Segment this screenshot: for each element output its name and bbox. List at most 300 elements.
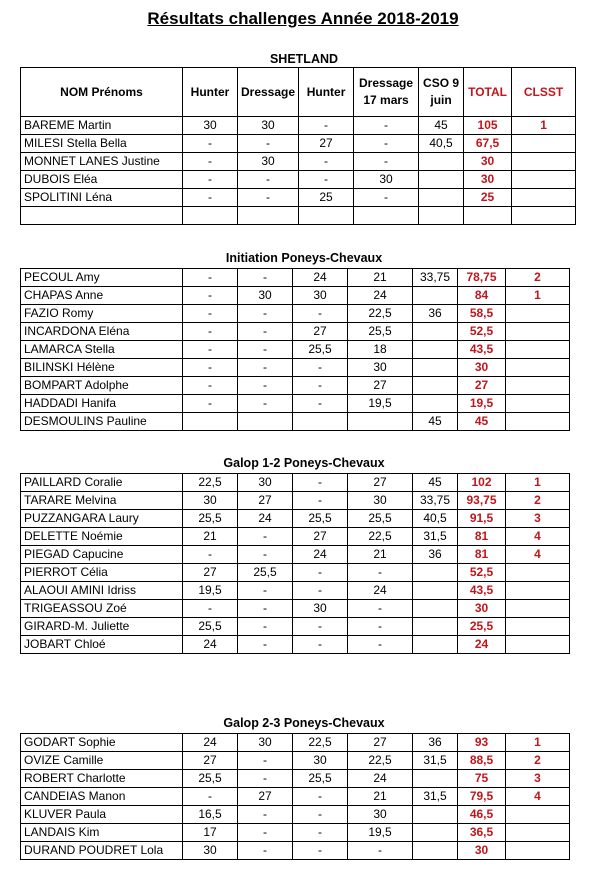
total-cell xyxy=(464,207,512,225)
total-cell: 30 xyxy=(464,153,512,171)
hunter-cell: - xyxy=(183,153,238,171)
dressage-cell: - xyxy=(238,359,293,377)
hunter-cell: 16,5 xyxy=(183,806,238,824)
dressage17-cell: 19,5 xyxy=(348,824,413,842)
total-cell: 79,5 xyxy=(458,788,506,806)
hunter2-cell: - xyxy=(293,824,348,842)
table-row xyxy=(21,117,576,135)
table-row xyxy=(21,734,570,752)
cso-cell: 36 xyxy=(413,305,458,323)
dressage17-cell: 27 xyxy=(348,474,413,492)
table-row xyxy=(21,323,570,341)
hunter2-cell: - xyxy=(293,474,348,492)
cso-cell xyxy=(413,287,458,305)
dressage-cell: 24 xyxy=(238,510,293,528)
table-row xyxy=(21,269,570,287)
name-cell: DURAND POUDRET Lola xyxy=(21,842,183,860)
hunter2-cell: 25 xyxy=(299,189,354,207)
hunter-cell: - xyxy=(183,395,238,413)
dressage17-cell: 24 xyxy=(348,582,413,600)
cso-cell: 31,5 xyxy=(413,528,458,546)
section-title: Galop 1-2 Poneys-Chevaux xyxy=(223,456,385,470)
hunter-cell: - xyxy=(183,189,238,207)
header-total: TOTAL xyxy=(464,68,512,117)
cso-cell xyxy=(419,207,464,225)
hunter-cell: 17 xyxy=(183,824,238,842)
clsst-cell: 1 xyxy=(512,117,576,135)
cso-cell xyxy=(413,323,458,341)
hunter2-cell: - xyxy=(293,564,348,582)
table-row xyxy=(21,788,570,806)
results-table-initiation xyxy=(20,268,570,431)
dressage17-cell: - xyxy=(354,135,419,153)
clsst-cell: 4 xyxy=(506,788,570,806)
clsst-cell xyxy=(506,341,570,359)
name-cell: OVIZE Camille xyxy=(21,752,183,770)
hunter-cell: - xyxy=(183,305,238,323)
dressage17-cell: - xyxy=(348,842,413,860)
name-cell: TRIGEASSOU Zoé xyxy=(21,600,183,618)
name-cell: CANDEIAS Manon xyxy=(21,788,183,806)
cso-cell: 31,5 xyxy=(413,788,458,806)
total-cell: 102 xyxy=(458,474,506,492)
total-cell: 67,5 xyxy=(464,135,512,153)
header-hunter: Hunter xyxy=(183,68,238,117)
hunter2-cell: 30 xyxy=(293,600,348,618)
name-cell: DELETTE Noémie xyxy=(21,528,183,546)
clsst-cell xyxy=(512,153,576,171)
hunter2-cell: 27 xyxy=(293,528,348,546)
total-cell: 91,5 xyxy=(458,510,506,528)
clsst-cell xyxy=(506,377,570,395)
clsst-cell: 3 xyxy=(506,770,570,788)
hunter2-cell: - xyxy=(293,359,348,377)
hunter-cell: - xyxy=(183,341,238,359)
hunter-cell: - xyxy=(183,269,238,287)
cso-cell: 33,75 xyxy=(413,269,458,287)
dressage17-cell: 22,5 xyxy=(348,305,413,323)
total-cell: 30 xyxy=(458,600,506,618)
hunter2-cell: - xyxy=(293,377,348,395)
dressage17-cell: - xyxy=(354,153,419,171)
total-cell: 93,75 xyxy=(458,492,506,510)
table-row xyxy=(21,510,570,528)
hunter2-cell: 25,5 xyxy=(293,510,348,528)
hunter-cell: 24 xyxy=(183,636,238,654)
table-row xyxy=(21,474,570,492)
table-row xyxy=(21,171,576,189)
hunter-cell: 30 xyxy=(183,492,238,510)
cso-cell xyxy=(413,824,458,842)
hunter-cell: 22,5 xyxy=(183,474,238,492)
dressage-cell: 30 xyxy=(238,287,293,305)
dressage17-cell: - xyxy=(348,564,413,582)
name-cell: GODART Sophie xyxy=(21,734,183,752)
dressage-cell: - xyxy=(238,618,293,636)
dressage17-cell: 30 xyxy=(348,806,413,824)
table-row xyxy=(21,528,570,546)
dressage-cell: - xyxy=(238,323,293,341)
header-hunter2: Hunter xyxy=(299,68,354,117)
hunter2-cell: 27 xyxy=(299,135,354,153)
name-cell: LANDAIS Kim xyxy=(21,824,183,842)
total-cell: 52,5 xyxy=(458,323,506,341)
dressage-cell: - xyxy=(238,395,293,413)
dressage-cell: - xyxy=(238,752,293,770)
clsst-cell xyxy=(506,582,570,600)
hunter2-cell: - xyxy=(293,842,348,860)
dressage17-cell xyxy=(348,413,413,431)
total-cell: 46,5 xyxy=(458,806,506,824)
cso-cell xyxy=(413,618,458,636)
dressage17-cell: 30 xyxy=(348,492,413,510)
total-cell: 84 xyxy=(458,287,506,305)
header-clsst: CLSST xyxy=(512,68,576,117)
total-cell: 25 xyxy=(464,189,512,207)
hunter2-cell xyxy=(299,207,354,225)
total-cell: 88,5 xyxy=(458,752,506,770)
table-row xyxy=(21,287,570,305)
clsst-cell xyxy=(506,842,570,860)
dressage-cell: - xyxy=(238,377,293,395)
name-cell: HADDADI Hanifa xyxy=(21,395,183,413)
name-cell: PUZZANGARA Laury xyxy=(21,510,183,528)
clsst-cell xyxy=(512,189,576,207)
cso-cell xyxy=(413,770,458,788)
name-cell: BILINSKI Hélène xyxy=(21,359,183,377)
table-row xyxy=(21,189,576,207)
dressage17-cell: 24 xyxy=(348,770,413,788)
clsst-cell xyxy=(506,323,570,341)
total-cell: 81 xyxy=(458,546,506,564)
total-cell: 30 xyxy=(458,842,506,860)
name-cell: GIRARD-M. Juliette xyxy=(21,618,183,636)
table-row xyxy=(21,600,570,618)
hunter2-cell: 25,5 xyxy=(293,770,348,788)
hunter-cell xyxy=(183,207,238,225)
hunter-cell: 25,5 xyxy=(183,618,238,636)
name-cell: DUBOIS Eléa xyxy=(21,171,183,189)
table-row xyxy=(21,207,576,225)
table-row xyxy=(21,413,570,431)
cso-cell: 36 xyxy=(413,734,458,752)
dressage17-cell: 27 xyxy=(348,734,413,752)
total-cell: 105 xyxy=(464,117,512,135)
cso-cell xyxy=(413,359,458,377)
hunter2-cell: - xyxy=(293,582,348,600)
hunter2-cell: - xyxy=(293,618,348,636)
clsst-cell: 2 xyxy=(506,752,570,770)
dressage17-cell: 25,5 xyxy=(348,510,413,528)
clsst-cell: 3 xyxy=(506,510,570,528)
clsst-cell xyxy=(506,618,570,636)
table-row xyxy=(21,564,570,582)
clsst-cell xyxy=(506,600,570,618)
clsst-cell: 2 xyxy=(506,269,570,287)
name-cell: ROBERT Charlotte xyxy=(21,770,183,788)
dressage17-cell: 30 xyxy=(348,359,413,377)
dressage-cell: - xyxy=(238,269,293,287)
cso-cell: 33,75 xyxy=(413,492,458,510)
table-header-row xyxy=(21,68,576,117)
name-cell: DESMOULINS Pauline xyxy=(21,413,183,431)
hunter2-cell: - xyxy=(299,117,354,135)
clsst-cell xyxy=(506,305,570,323)
name-cell: PIERROT Célia xyxy=(21,564,183,582)
total-cell: 58,5 xyxy=(458,305,506,323)
table-row xyxy=(21,341,570,359)
table-row xyxy=(21,546,570,564)
header-cso: CSO 9 juin xyxy=(419,68,464,117)
name-cell: SPOLITINI Léna xyxy=(21,189,183,207)
dressage-cell: - xyxy=(238,582,293,600)
name-cell: PAILLARD Coralie xyxy=(21,474,183,492)
hunter-cell xyxy=(183,413,238,431)
cso-cell xyxy=(413,564,458,582)
table-row xyxy=(21,305,570,323)
hunter2-cell: - xyxy=(299,171,354,189)
table-row xyxy=(21,770,570,788)
dressage17-cell: 18 xyxy=(348,341,413,359)
name-cell: FAZIO Romy xyxy=(21,305,183,323)
cso-cell xyxy=(413,600,458,618)
dressage-cell: 27 xyxy=(238,492,293,510)
name-cell xyxy=(21,207,183,225)
hunter-cell: - xyxy=(183,171,238,189)
table-row xyxy=(21,377,570,395)
dressage-cell: - xyxy=(238,600,293,618)
dressage-cell: - xyxy=(238,824,293,842)
dressage-cell: - xyxy=(238,189,299,207)
dressage17-cell: 22,5 xyxy=(348,528,413,546)
table-row xyxy=(21,582,570,600)
name-cell: INCARDONA Eléna xyxy=(21,323,183,341)
hunter2-cell: - xyxy=(293,806,348,824)
name-cell: ALAOUI AMINI Idriss xyxy=(21,582,183,600)
dressage-cell: - xyxy=(238,171,299,189)
dressage-cell: 30 xyxy=(238,153,299,171)
clsst-cell xyxy=(512,135,576,153)
total-cell: 52,5 xyxy=(458,564,506,582)
dressage-cell xyxy=(238,413,293,431)
header-dressage17: Dressage 17 mars xyxy=(354,68,419,117)
cso-cell: 45 xyxy=(413,474,458,492)
name-cell: BOMPART Adolphe xyxy=(21,377,183,395)
hunter-cell: 25,5 xyxy=(183,510,238,528)
dressage17-cell: 25,5 xyxy=(348,323,413,341)
header-dressage: Dressage xyxy=(238,68,299,117)
hunter2-cell: 22,5 xyxy=(293,734,348,752)
total-cell: 43,5 xyxy=(458,582,506,600)
hunter-cell: - xyxy=(183,323,238,341)
hunter2-cell: 27 xyxy=(293,323,348,341)
clsst-cell xyxy=(506,824,570,842)
name-cell: PIEGAD Capucine xyxy=(21,546,183,564)
table-row xyxy=(21,752,570,770)
total-cell: 45 xyxy=(458,413,506,431)
dressage17-cell: 21 xyxy=(348,788,413,806)
name-cell: PECOUL Amy xyxy=(21,269,183,287)
clsst-cell: 2 xyxy=(506,492,570,510)
hunter-cell: - xyxy=(183,287,238,305)
dressage17-cell: 30 xyxy=(354,171,419,189)
dressage-cell: 30 xyxy=(238,474,293,492)
table-row xyxy=(21,492,570,510)
total-cell: 19,5 xyxy=(458,395,506,413)
hunter-cell: - xyxy=(183,135,238,153)
hunter-cell: 27 xyxy=(183,752,238,770)
hunter-cell: 25,5 xyxy=(183,770,238,788)
hunter2-cell xyxy=(293,413,348,431)
total-cell: 30 xyxy=(464,171,512,189)
cso-cell: 36 xyxy=(413,546,458,564)
dressage-cell: - xyxy=(238,806,293,824)
table-row xyxy=(21,636,570,654)
dressage17-cell: - xyxy=(348,618,413,636)
dressage-cell: 25,5 xyxy=(238,564,293,582)
dressage17-cell: 27 xyxy=(348,377,413,395)
hunter-cell: 27 xyxy=(183,564,238,582)
name-cell: JOBART Chloé xyxy=(21,636,183,654)
hunter2-cell: - xyxy=(293,788,348,806)
total-cell: 78,75 xyxy=(458,269,506,287)
name-cell: MONNET LANES Justine xyxy=(21,153,183,171)
table-row xyxy=(21,618,570,636)
dressage-cell xyxy=(238,207,299,225)
cso-cell xyxy=(413,582,458,600)
name-cell: KLUVER Paula xyxy=(21,806,183,824)
dressage-cell: 30 xyxy=(238,734,293,752)
hunter-cell: 19,5 xyxy=(183,582,238,600)
clsst-cell xyxy=(506,564,570,582)
hunter-cell: 30 xyxy=(183,842,238,860)
total-cell: 43,5 xyxy=(458,341,506,359)
cso-cell xyxy=(419,171,464,189)
cso-cell xyxy=(413,377,458,395)
results-table-galop-2-3 xyxy=(20,733,570,860)
cso-cell: 31,5 xyxy=(413,752,458,770)
clsst-cell xyxy=(506,413,570,431)
hunter-cell: 30 xyxy=(183,117,238,135)
table-row xyxy=(21,842,570,860)
hunter2-cell: 30 xyxy=(293,287,348,305)
clsst-cell xyxy=(506,395,570,413)
cso-cell xyxy=(413,842,458,860)
dressage-cell: - xyxy=(238,135,299,153)
dressage17-cell: 19,5 xyxy=(348,395,413,413)
clsst-cell: 1 xyxy=(506,287,570,305)
dressage17-cell: 21 xyxy=(348,546,413,564)
dressage17-cell: - xyxy=(354,189,419,207)
clsst-cell xyxy=(506,806,570,824)
section-title: SHETLAND xyxy=(269,52,339,66)
hunter2-cell: 24 xyxy=(293,546,348,564)
dressage-cell: - xyxy=(238,842,293,860)
name-cell: MILESI Stella Bella xyxy=(21,135,183,153)
hunter-cell: - xyxy=(183,359,238,377)
total-cell: 81 xyxy=(458,528,506,546)
total-cell: 24 xyxy=(458,636,506,654)
cso-cell: 45 xyxy=(413,413,458,431)
clsst-cell xyxy=(506,636,570,654)
clsst-cell: 4 xyxy=(506,546,570,564)
cso-cell xyxy=(413,395,458,413)
table-row xyxy=(21,153,576,171)
name-cell: BAREME Martin xyxy=(21,117,183,135)
clsst-cell xyxy=(506,359,570,377)
dressage17-cell: 21 xyxy=(348,269,413,287)
dressage-cell: - xyxy=(238,546,293,564)
clsst-cell xyxy=(512,207,576,225)
header-name: NOM Prénoms xyxy=(21,68,183,117)
cso-cell xyxy=(413,636,458,654)
section-title: Galop 2-3 Poneys-Chevaux xyxy=(223,716,385,730)
dressage-cell: - xyxy=(238,528,293,546)
total-cell: 75 xyxy=(458,770,506,788)
page-title: Résultats challenges Année 2018-2019 xyxy=(147,9,459,28)
cso-cell: 40,5 xyxy=(419,135,464,153)
cso-cell xyxy=(419,189,464,207)
hunter2-cell: - xyxy=(299,153,354,171)
hunter2-cell: - xyxy=(293,636,348,654)
clsst-cell: 4 xyxy=(506,528,570,546)
dressage17-cell: - xyxy=(354,117,419,135)
dressage-cell: 30 xyxy=(238,117,299,135)
hunter-cell: - xyxy=(183,788,238,806)
hunter2-cell: 30 xyxy=(293,752,348,770)
dressage-cell: - xyxy=(238,341,293,359)
cso-cell xyxy=(419,153,464,171)
dressage-cell: - xyxy=(238,305,293,323)
dressage-cell: - xyxy=(238,770,293,788)
hunter2-cell: - xyxy=(293,305,348,323)
hunter2-cell: - xyxy=(293,492,348,510)
hunter-cell: 24 xyxy=(183,734,238,752)
results-table-galop-1-2 xyxy=(20,473,570,654)
cso-cell: 45 xyxy=(419,117,464,135)
name-cell: LAMARCA Stella xyxy=(21,341,183,359)
dressage17-cell xyxy=(354,207,419,225)
table-row xyxy=(21,806,570,824)
clsst-cell: 1 xyxy=(506,474,570,492)
cso-cell xyxy=(413,341,458,359)
hunter-cell: - xyxy=(183,377,238,395)
total-cell: 30 xyxy=(458,359,506,377)
hunter2-cell: 25,5 xyxy=(293,341,348,359)
clsst-cell: 1 xyxy=(506,734,570,752)
cso-cell xyxy=(413,806,458,824)
cso-cell: 40,5 xyxy=(413,510,458,528)
total-cell: 36,5 xyxy=(458,824,506,842)
dressage17-cell: - xyxy=(348,600,413,618)
table-row xyxy=(21,395,570,413)
hunter2-cell: - xyxy=(293,395,348,413)
dressage-cell: 27 xyxy=(238,788,293,806)
dressage-cell: - xyxy=(238,636,293,654)
clsst-cell xyxy=(512,171,576,189)
dressage17-cell: - xyxy=(348,636,413,654)
hunter2-cell: 24 xyxy=(293,269,348,287)
hunter-cell: 21 xyxy=(183,528,238,546)
name-cell: CHAPAS Anne xyxy=(21,287,183,305)
table-row xyxy=(21,824,570,842)
hunter-cell: - xyxy=(183,546,238,564)
hunter-cell: - xyxy=(183,600,238,618)
table-row xyxy=(21,135,576,153)
total-cell: 27 xyxy=(458,377,506,395)
total-cell: 25,5 xyxy=(458,618,506,636)
table-row xyxy=(21,359,570,377)
